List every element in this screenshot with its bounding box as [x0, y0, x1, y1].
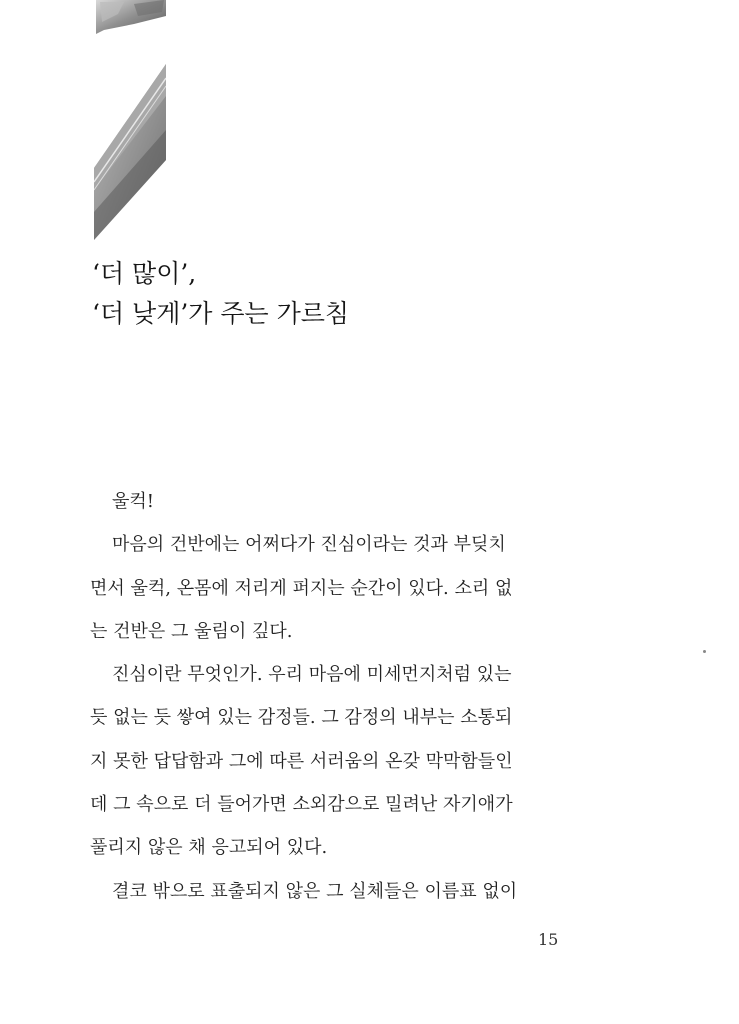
page-number: 15	[538, 930, 559, 949]
road-photo-fragment	[94, 0, 166, 240]
chapter-title-line-1: ‘더 많이’,	[92, 259, 197, 288]
chapter-title-line-2: ‘더 낮게’가 주는 가르침	[92, 299, 350, 328]
page-speck	[703, 650, 706, 653]
text-line: 결코 밖으로 표출되지 않은 그 실체들은 이름표 없이	[112, 880, 518, 902]
chapter-title	[92, 254, 349, 334]
text-line: 듯 없는 듯 쌓여 있는 감정들. 그 감정의 내부는 소통되	[90, 707, 513, 729]
text-line: 진심이란 무엇인가. 우리 마음에 미세먼지처럼 있는	[112, 664, 512, 686]
text-line: 울컥!	[112, 491, 155, 512]
text-line: 지 못한 답답함과 그에 따른 서러움의 온갖 막막함들인	[90, 750, 513, 772]
body-text	[90, 480, 570, 913]
text-line: 는 건반은 그 울림이 깊다.	[90, 620, 293, 642]
text-line: 마음의 건반에는 어쩌다가 진심이라는 것과 부딪치	[112, 534, 506, 556]
text-line: 풀리지 않은 채 응고되어 있다.	[90, 837, 328, 859]
text-line: 데 그 속으로 더 들어가면 소외감으로 밀려난 자기애가	[90, 794, 513, 816]
text-line: 면서 울컥, 온몸에 저리게 퍼지는 순간이 있다. 소리 없	[90, 577, 513, 599]
